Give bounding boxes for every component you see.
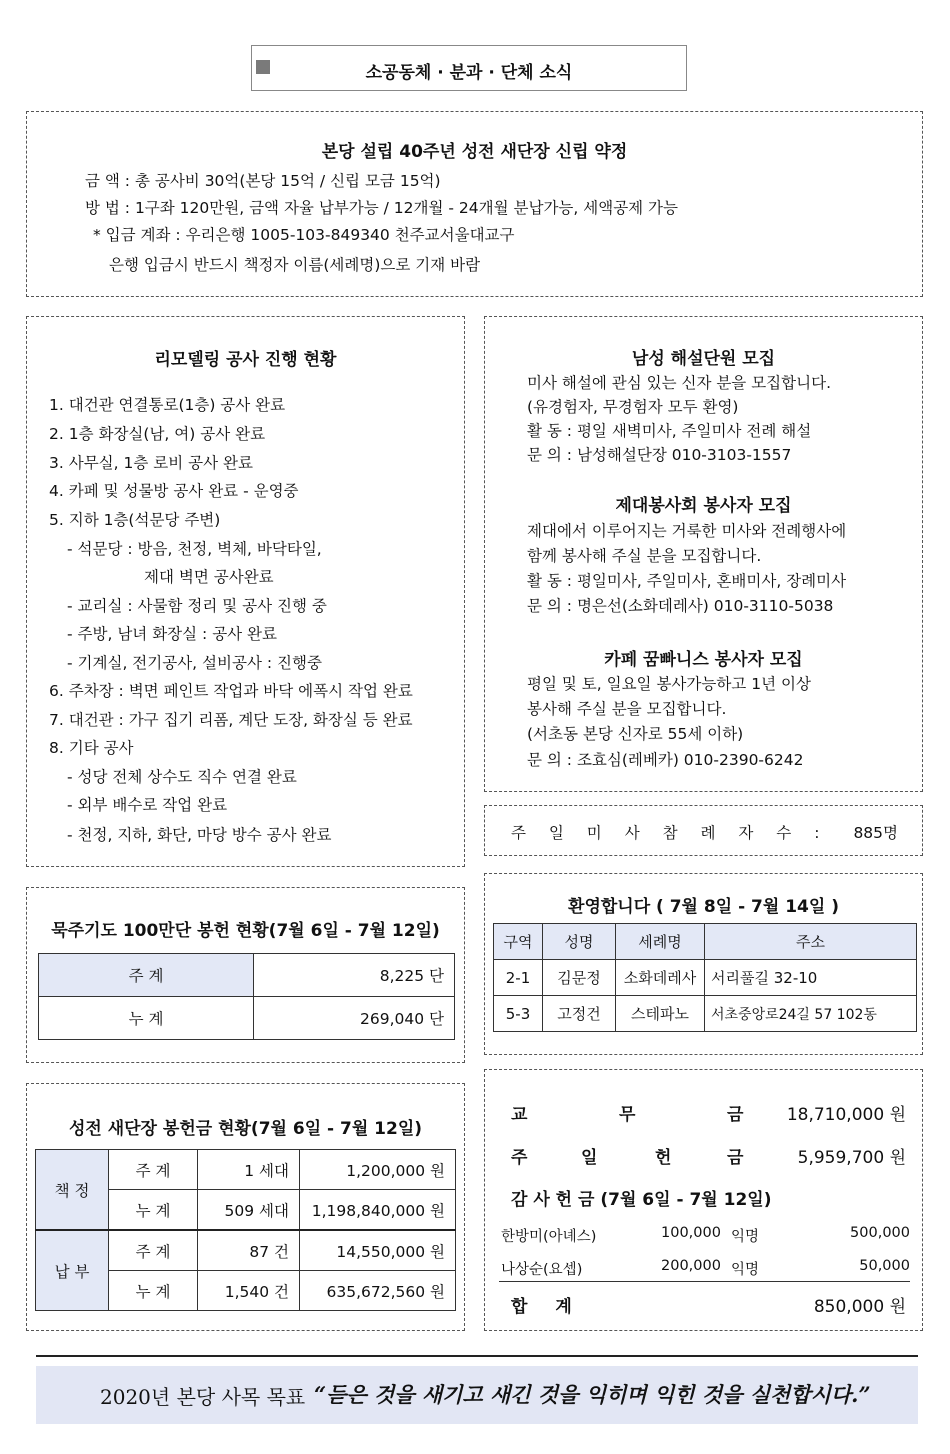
- donation-box: [26, 1083, 465, 1331]
- welcome-title: 환영합니다 ( 7월 8일 - 7월 14일 ): [568, 897, 839, 917]
- welcome-cell: 김문정: [543, 960, 616, 996]
- welcome-cell: 스테파노: [616, 996, 705, 1032]
- recruit-title: 남성 해설단원 모집: [631, 349, 776, 369]
- rosary-value: 8,225 단: [254, 954, 455, 997]
- welcome-header: 구역: [494, 924, 543, 960]
- juil-label: 헌: [655, 1148, 672, 1168]
- recruit-line: (서초동 본당 신자로 55세 이하): [527, 725, 744, 743]
- donation-amount: 14,550,000 원: [300, 1230, 456, 1271]
- recruit-line: (유경험자, 무경험자 모두 환영): [527, 398, 739, 416]
- pledge-title: 본당 설립 40주년 성전 새단장 신립 약정: [321, 142, 628, 162]
- recruit-line: 문 의 : 명은선(소화데레사) 010-3110-5038: [527, 597, 834, 615]
- recruit-title: 제대봉사회 봉사자 모집: [615, 496, 792, 516]
- recruit-box: [484, 316, 923, 792]
- table-row: [494, 924, 917, 960]
- remodel-item: - 외부 배수로 작업 완료: [67, 796, 228, 814]
- remodel-item: - 교리실 : 사물함 정리 및 공사 진행 중: [67, 597, 327, 615]
- divider: [499, 1281, 910, 1282]
- donation-amount: 1,200,000 원: [300, 1150, 456, 1190]
- recruit-line: 평일 및 토, 일요일 봉사가능하고 1년 이상: [527, 675, 811, 693]
- thanks-name: 익명: [731, 1229, 760, 1245]
- remodel-item: 8. 기타 공사: [49, 739, 134, 757]
- donation-count: 1 세대: [198, 1150, 300, 1190]
- donation-group-label: 책 정: [36, 1150, 109, 1231]
- header-title-box: [251, 45, 687, 91]
- remodel-item: 7. 대건관 : 가구 집기 리폼, 계단 도장, 화장실 등 완료: [49, 711, 413, 729]
- table-row: [36, 1230, 456, 1271]
- pledge-box: [26, 111, 923, 297]
- rosary-value: 269,040 단: [254, 997, 455, 1040]
- welcome-cell: 소화데레사: [616, 960, 705, 996]
- recruit-line: 봉사해 주실 분을 모집합니다.: [527, 700, 727, 718]
- donation-group-label: 납 부: [36, 1230, 109, 1311]
- table-row: [36, 1150, 456, 1190]
- rosary-label: 누 계: [39, 997, 254, 1040]
- footer-banner: [36, 1366, 918, 1424]
- thanks-amount: 500,000: [850, 1225, 910, 1241]
- pledge-amount: 금 액 : 총 공사비 30억(본당 15억 / 신립 모금 15억): [85, 172, 441, 190]
- recruit-line: 활 동 : 평일미사, 주일미사, 혼배미사, 장례미사: [527, 572, 847, 590]
- welcome-header: 주소: [705, 924, 917, 960]
- remodel-item: 6. 주차장 : 벽면 페인트 작업과 바닥 에폭시 작업 완료: [49, 682, 413, 700]
- recruit-line: 활 동 : 평일 새벽미사, 주일미사 전례 해설: [527, 422, 812, 440]
- welcome-cell: 서리풀길 32-10: [705, 960, 917, 996]
- rosary-box: [26, 887, 465, 1063]
- page-title: 소공동체 · 분과 · 단체 소식: [365, 63, 573, 83]
- footer-quote: “듣은 것을 새기고 새긴 것을 익히며 익힌 것을 실천합시다.”: [314, 1382, 871, 1407]
- thanks-name: 한방미(아녜스): [501, 1229, 597, 1245]
- remodel-item: 5. 지하 1층(석문당 주변): [49, 511, 221, 529]
- recruit-line: 함께 봉사해 주실 분을 모집합니다.: [527, 547, 762, 565]
- donation-table: [35, 1149, 456, 1311]
- thanks-amount: 100,000: [661, 1225, 721, 1241]
- recruit-line: 문 의 : 남성해설단장 010-3103-1557: [527, 446, 792, 464]
- recruit-line: 문 의 : 조효심(레베카) 010-2390-6242: [527, 751, 804, 769]
- remodel-item: 3. 사무실, 1층 로비 공사 완료: [49, 454, 253, 472]
- welcome-cell: 서초중앙로24길 57 102동: [705, 996, 917, 1032]
- pledge-note: 은행 입금시 반드시 책정자 이름(세례명)으로 기재 바람: [109, 256, 481, 274]
- rosary-table: [38, 953, 455, 1040]
- donation-row-label: 주 계: [109, 1230, 198, 1271]
- kyomu-label: 금: [727, 1105, 744, 1125]
- remodel-item: 2. 1층 화장실(남, 여) 공사 완료: [49, 425, 266, 443]
- remodel-item: - 천정, 지하, 화단, 마당 방수 공사 완료: [67, 826, 332, 844]
- rosary-label: 주 계: [39, 954, 254, 997]
- kyomu-label: 교: [511, 1105, 528, 1125]
- remodel-item: - 성당 전체 상수도 직수 연결 완료: [67, 768, 297, 786]
- thanks-amount: 50,000: [859, 1258, 910, 1274]
- welcome-cell: 2-1: [494, 960, 543, 996]
- juil-amount: 5,959,700 원: [797, 1148, 906, 1168]
- total-amount: 850,000 원: [813, 1297, 906, 1317]
- welcome-table: [493, 923, 917, 1032]
- recruit-line: 제대에서 이루어지는 거룩한 미사와 전례행사에: [527, 522, 847, 540]
- thanks-name: 나상순(요셉): [501, 1262, 583, 1278]
- juil-label: 금: [727, 1148, 744, 1168]
- recruit-line: 미사 해설에 관심 있는 신자 분을 모집합니다.: [527, 374, 832, 392]
- donation-amount: 635,672,560 원: [300, 1271, 456, 1311]
- welcome-cell: 5-3: [494, 996, 543, 1032]
- footer-rule: [36, 1355, 918, 1357]
- remodel-item: - 석문당 : 방음, 천정, 벽체, 바닥타일,: [67, 540, 322, 558]
- donation-row-label: 누 계: [109, 1271, 198, 1311]
- remodel-item: 1. 대건관 연결통로(1층) 공사 완료: [49, 396, 286, 414]
- remodel-item: 4. 카페 및 성물방 공사 완료 - 운영중: [49, 482, 299, 500]
- attendance-value: 885명: [853, 824, 898, 842]
- remodel-item: - 기계실, 전기공사, 설비공사 : 진행중: [67, 654, 322, 672]
- donation-count: 87 건: [198, 1230, 300, 1271]
- kyomu-label: 무: [619, 1105, 636, 1125]
- remodel-item: - 주방, 남녀 화장실 : 공사 완료: [67, 625, 278, 643]
- thanks-name: 익명: [731, 1262, 760, 1278]
- recruit-title: 카페 꿈빠니스 봉사자 모집: [604, 650, 803, 670]
- donation-count: 509 세대: [198, 1190, 300, 1231]
- table-row: [39, 954, 455, 997]
- donation-count: 1,540 건: [198, 1271, 300, 1311]
- table-row: [494, 996, 917, 1032]
- finance-box: [484, 1069, 923, 1331]
- rosary-title: 묵주기도 100만단 봉헌 현황(7월 6일 - 7월 12일): [51, 921, 440, 941]
- remodel-item: 제대 벽면 공사완료: [144, 568, 274, 586]
- welcome-box: [484, 873, 923, 1055]
- table-row: [494, 960, 917, 996]
- welcome-header: 세례명: [616, 924, 705, 960]
- thanks-amount: 200,000: [661, 1258, 721, 1274]
- juil-label: 일: [581, 1148, 598, 1168]
- welcome-cell: 고정건: [543, 996, 616, 1032]
- remodel-box: [26, 316, 465, 867]
- remodel-title: 리모델링 공사 진행 현황: [154, 350, 337, 370]
- total-label: 합 계: [511, 1297, 572, 1317]
- donation-row-label: 누 계: [109, 1190, 198, 1231]
- pledge-method: 방 법 : 1구좌 120만원, 금액 자율 납부가능 / 12개월 - 24개월 분납가능, 세액공제 가능: [85, 199, 679, 217]
- welcome-header: 성명: [543, 924, 616, 960]
- pledge-account: * 입금 계좌 : 우리은행 1005-103-849340 천주교서울대교구: [93, 226, 515, 244]
- table-row: [39, 997, 455, 1040]
- donation-title: 성전 새단장 봉헌금 현황(7월 6일 - 7월 12일): [68, 1119, 423, 1139]
- footer-label: 2020년 본당 사목 목표: [100, 1385, 306, 1409]
- attendance-label: 주 일 미 사 참 례 자 수 :: [511, 824, 820, 842]
- donation-amount: 1,198,840,000 원: [300, 1190, 456, 1231]
- attendance-box: [484, 805, 923, 856]
- donation-row-label: 주 계: [109, 1150, 198, 1190]
- thanks-title: 감 사 헌 금 (7월 6일 - 7월 12일): [511, 1190, 772, 1210]
- kyomu-amount: 18,710,000 원: [786, 1105, 906, 1125]
- juil-label: 주: [511, 1148, 528, 1168]
